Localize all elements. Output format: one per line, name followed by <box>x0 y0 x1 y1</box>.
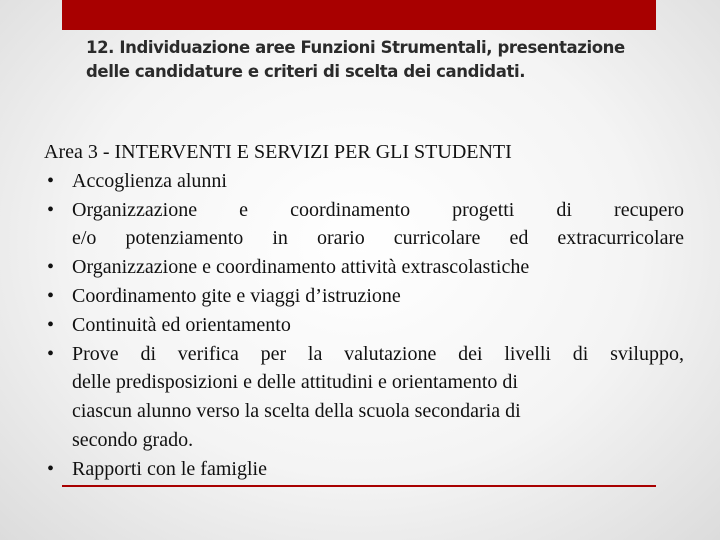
bullet-icon: • <box>47 169 55 192</box>
slide-title-line: delle candidature e criteri di scelta dei candidati. <box>86 62 526 81</box>
title-accent-bar <box>62 0 656 30</box>
area-heading: Area 3 - INTERVENTI E SERVIZI PER GLI STUDENTI <box>44 141 512 163</box>
bullet-icon: • <box>47 457 55 480</box>
bullet-text: Rapporti con le famiglie <box>72 457 267 480</box>
bullet-icon: • <box>47 342 55 365</box>
slide-title <box>86 36 686 84</box>
bullet-item-extrascolastiche <box>44 253 684 282</box>
bullet-text: ciascun alunno verso la scelta della scuola secondaria di <box>72 400 521 423</box>
bullet-text: Accoglienza alunni <box>72 169 227 192</box>
slide-body <box>44 138 684 484</box>
bullet-text: Continuità ed orientamento <box>72 313 291 336</box>
bullet-item-recupero <box>44 196 684 254</box>
bullet-icon: • <box>47 256 55 279</box>
bullet-item-orientamento <box>44 311 684 340</box>
bullet-icon: • <box>47 284 55 307</box>
bullet-text: Prove di verifica per la valutazione dei livelli di sviluppo, <box>72 342 684 365</box>
bullet-text: delle predisposizioni e delle attitudini e orientamento di <box>72 371 518 394</box>
bullet-text: e/o potenziamento in orario curricolare ed extracurricolare <box>72 227 684 250</box>
bullet-text: Organizzazione e coordinamento attività extrascolastiche <box>72 256 530 279</box>
bullet-text: secondo grado. <box>72 428 194 451</box>
bullet-icon: • <box>47 313 55 336</box>
bullet-list <box>44 167 684 484</box>
bullet-item-famiglie <box>44 455 684 484</box>
bullet-item-prove-verifica <box>44 340 684 455</box>
bullet-item-accoglienza <box>44 167 684 196</box>
bullet-item-gite <box>44 282 684 311</box>
bottom-divider <box>62 485 656 487</box>
bullet-text: Organizzazione e coordinamento progetti di recupero <box>72 198 684 221</box>
slide-title-line: 12. Individuazione aree Funzioni Strumentali, presentazione <box>86 38 625 57</box>
bullet-text: Coordinamento gite e viaggi d’istruzione <box>72 284 401 307</box>
bullet-icon: • <box>47 198 55 221</box>
